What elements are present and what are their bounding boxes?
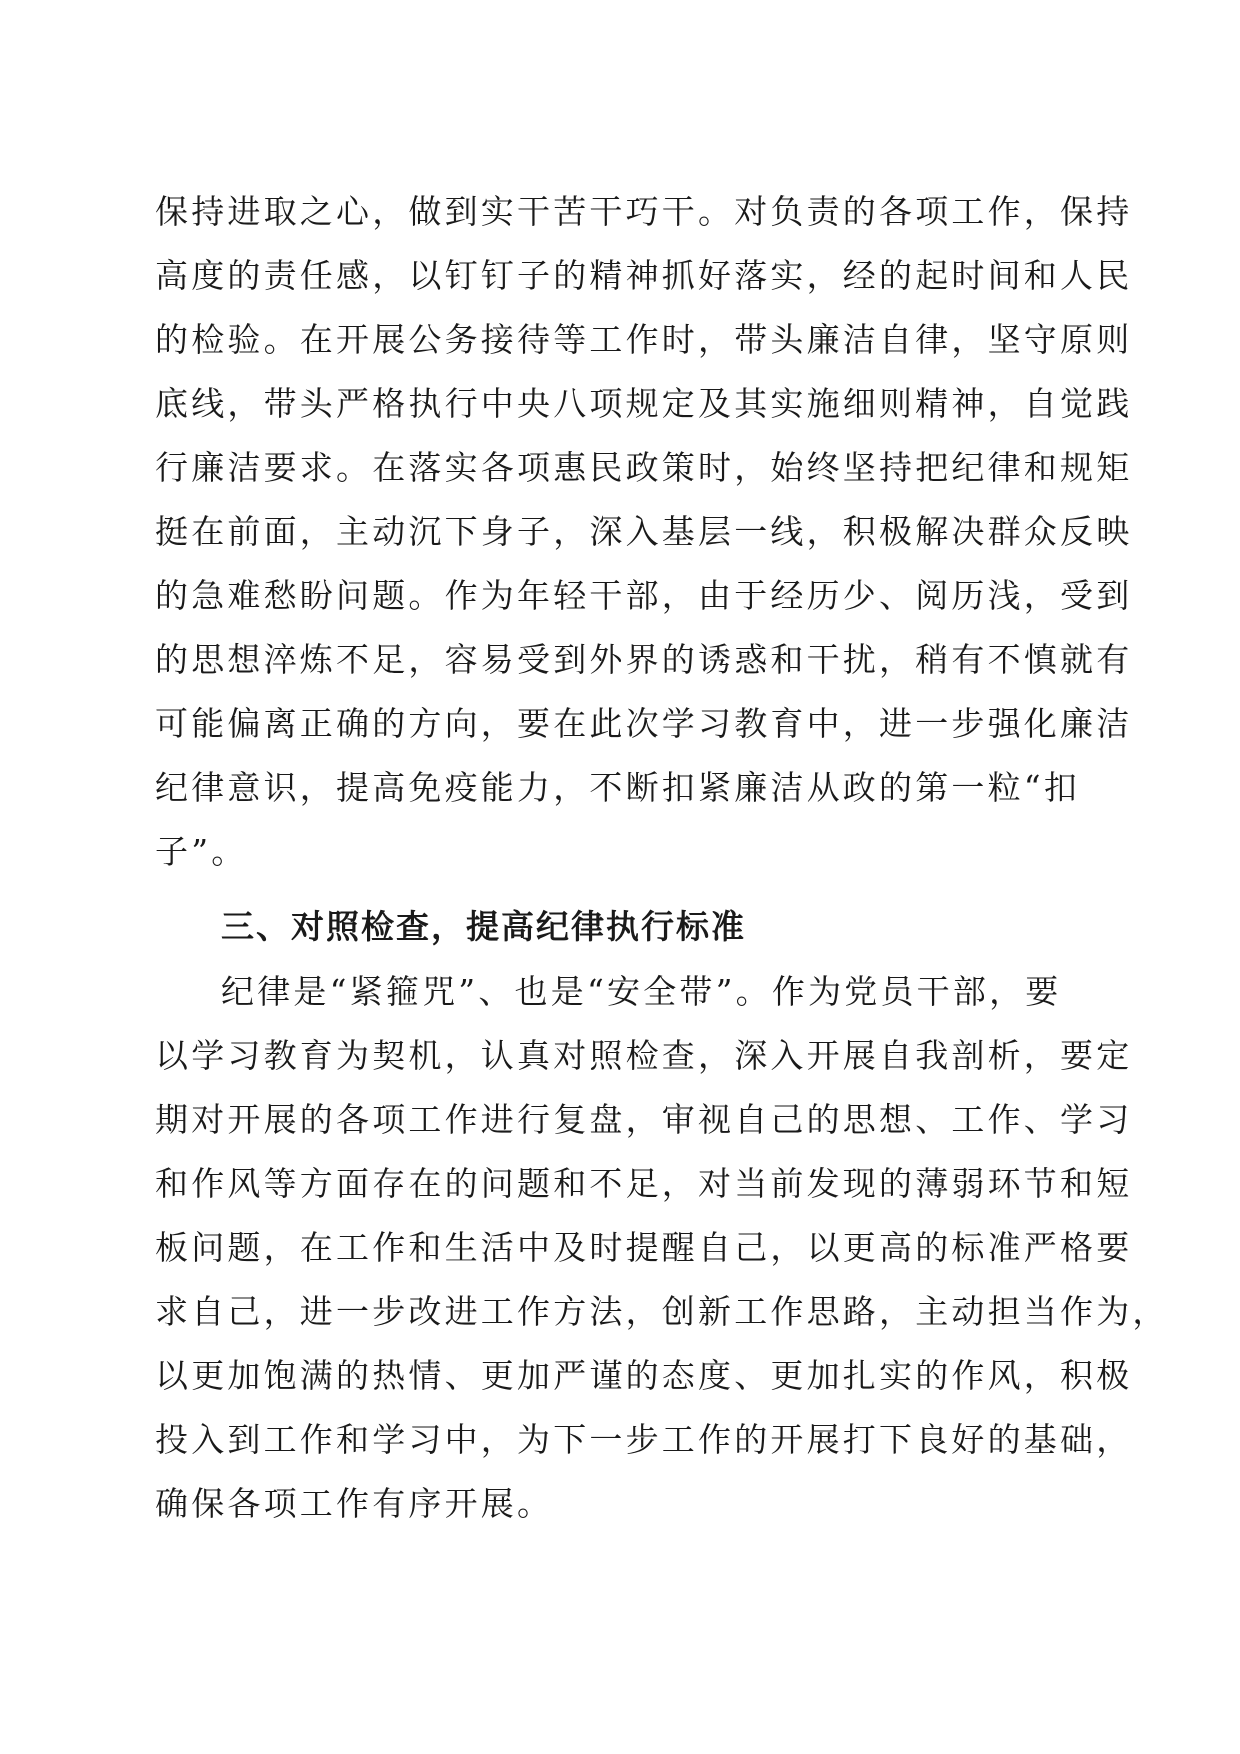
paragraph-line: 板问题，在工作和生活中及时提醒自己，以更高的标准严格要: [155, 1228, 1133, 1267]
paragraph-line: 行廉洁要求。在落实各项惠民政策时，始终坚持把纪律和规矩: [155, 448, 1133, 487]
paragraph-line: 的急难愁盼问题。作为年轻干部，由于经历少、阅历浅，受到: [155, 576, 1133, 615]
paragraph-line: 挺在前面，主动沉下身子，深入基层一线，积极解决群众反映: [155, 512, 1133, 551]
paragraph-line: 和作风等方面存在的问题和不足，对当前发现的薄弱环节和短: [155, 1164, 1133, 1203]
section-heading: 三、对照检查，提高纪律执行标准: [221, 907, 746, 946]
paragraph-line: 子”。: [155, 832, 248, 871]
paragraph-line: 可能偏离正确的方向，要在此次学习教育中，进一步强化廉洁: [155, 704, 1133, 743]
paragraph-line: 保持进取之心，做到实干苦干巧干。对负责的各项工作，保持: [155, 192, 1133, 231]
paragraph-line: 底线，带头严格执行中央八项规定及其实施细则精神，自觉践: [155, 384, 1133, 423]
paragraph-line: 以学习教育为契机，认真对照检查，深入开展自我剖析，要定: [155, 1036, 1133, 1075]
paragraph-line: 纪律是“紧箍咒”、也是“安全带”。作为党员干部，要: [221, 972, 1062, 1011]
paragraph-line: 求自己，进一步改进工作方法，创新工作思路，主动担当作为，: [155, 1292, 1169, 1331]
paragraph-line: 投入到工作和学习中，为下一步工作的开展打下良好的基础，: [155, 1420, 1133, 1459]
paragraph-line: 的思想淬炼不足，容易受到外界的诱惑和干扰，稍有不慎就有: [155, 640, 1133, 679]
paragraph-line: 确保各项工作有序开展。: [155, 1484, 554, 1523]
paragraph-line: 以更加饱满的热情、更加严谨的态度、更加扎实的作风，积极: [155, 1356, 1133, 1395]
paragraph-line: 高度的责任感，以钉钉子的精神抓好落实，经的起时间和人民: [155, 256, 1133, 295]
paragraph-discipline-practice: [155, 180, 1133, 884]
section-heading-wrapper: [155, 895, 1095, 959]
paragraph-self-examination: [155, 960, 1169, 1536]
paragraph-line: 的检验。在开展公务接待等工作时，带头廉洁自律，坚守原则: [155, 320, 1133, 359]
paragraph-line: 纪律意识，提高免疫能力，不断扣紧廉洁从政的第一粒“扣: [155, 768, 1081, 807]
paragraph-line: 期对开展的各项工作进行复盘，审视自己的思想、工作、学习: [155, 1100, 1133, 1139]
